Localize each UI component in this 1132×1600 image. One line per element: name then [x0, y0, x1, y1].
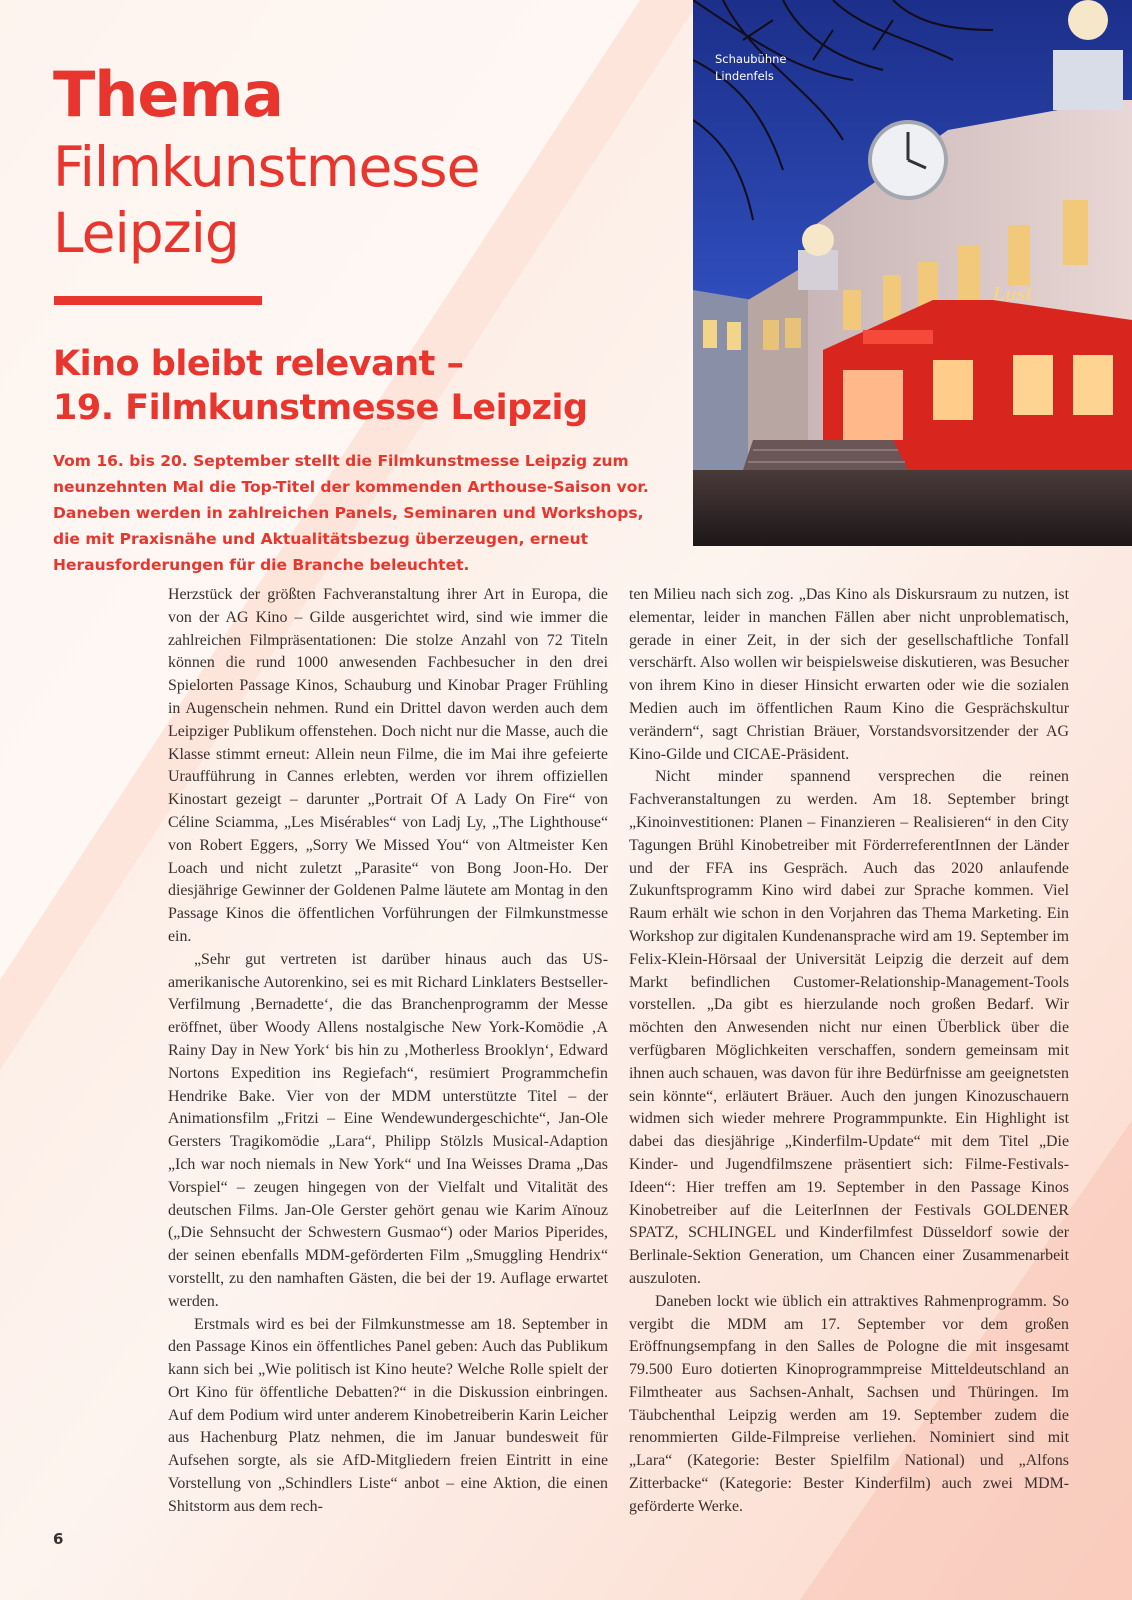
page-number: 6: [53, 1530, 64, 1548]
body-paragraph: Erstmals wird es bei der Filmkunstmesse am 18. September in den Passage Kinos ein öffentliches Panel geben: Auch das Publikum kann sich bei „Wie politisch ist Kino heute? Welche Rolle spielt der Ort Kino für öffentliche Debatten?“ in die Diskussion einbringen. Auf dem Podium wird unter anderem Kinobetreiberin Karin Leicher aus Hachenburg Platz nehmen, die im Januar bundesweit für Aufsehen sorgte, als sie AfD-Mitgliedern freien Eintritt in eine Vorstellung von „Schindlers Liste“ anbot – eine Aktion, die einen Shitstorm aus dem rech-: [168, 1315, 608, 1515]
article-lead: Vom 16. bis 20. September stellt die Filmkunstmesse Leipzig zum neunzehnten Mal die Top-Titel der kommenden Arthouse-Saison vor. Daneben werden in zahlreichen Panels, Seminaren und Workshops, die mit Praxisnähe und Aktualitätsbezug überzeugen, erneut Herausforderungen für die Branche beleuchtet.: [53, 452, 649, 574]
section-title: [53, 134, 479, 266]
photo-caption: [715, 51, 787, 85]
body-paragraph: ten Milieu nach sich zog. „Das Kino als Diskursraum zu nutzen, ist elementar, leider in manchen Fällen aber nicht unproblematisch, gerade in einer Zeit, in der sich der gesellschaftliche Tonfall verschärft. Also wollen wir beispielsweise diskutieren, was Besucher von ihrem Kino in dieser Hinsicht erwarten oder wie die sozialen Medien auch im öffentlichen Raum Kino die Gesprächskultur verändern“, sagt Christian Bräuer, Vorstandsvorsitzender der AG Kino-Gilde und CICAE-Präsident.: [629, 586, 1069, 763]
body-paragraph: Herzstück der größten Fachveranstaltung ihrer Art in Europa, die von der AG Kino – Gilde ausgerichtet wird, sind wie immer die zahlreichen Filmpräsentationen: Die stolze Anzahl von 72 Titeln können die rund 1000 anwesenden Fachbesucher in den drei Spielorten Passage Kinos, Schauburg und Kinobar Prager Frühling in Augenschein nehmen. Rund ein Drittel davon werden auch dem Leipziger Publikum offenstehen. Doch nicht nur die Masse, auch die Klasse stimmt erneut: Allein neun Filme, die im Mai ihre gefeierte Uraufführung in Cannes erlebten, werden vor ihrem offiziellen Kinostart gezeigt – darunter „Portrait Of A Lady On Fire“ von Céline Sciamma, „Les Misérables“ von Ladj Ly, „The Lighthouse“ von Robert Eggers, „Sorry We Missed You“ von Altmeister Ken Loach und nicht zuletzt „Parasite“ von Bong Joon-Ho. Der diesjährige Gewinner der Goldenen Palme läutete am Montag in den Passage Kinos die öffentlichen Vorführungen der Filmkunstmesse ein.: [168, 586, 608, 945]
body-paragraph: Nicht minder spannend versprechen die reinen Fachveranstaltungen zu werden. Am 18. September bringt „Kinoinvestitionen: Planen – Finanzieren – Realisieren“ in den City Tagungen Brühl Kinobetreiber mit FörderreferentInnen der Länder und der FFA ins Gespräch. Auch das 2020 anlaufende Zukunftsprogramm Kino wird dabei zur Sprache kommen. Viel Raum erhält wie schon in den Vorjahren das Thema Marketing. Ein Workshop zur digitalen Kundenansprache wird am 19. September im Felix-Klein-Hörsaal der Universität Leipzig die derzeit auf dem Markt befindlichen Customer-Relationship-Management-Tools vorstellen. „Da gibt es hierzulande noch großen Bedarf. Wir möchten den Anwesenden nicht nur einen Überblick über die verfügbaren Möglichkeiten verschaffen, sondern gemeinsam mit ihnen auch schauen, was davon für ihre Bedürfnisse am geeignetsten sein könnte“, erläutert Bräuer. Auch den jungen Kinozuschauern widmen sich wieder mehrere Programmpunkte. Ein Highlight ist dabei das diesjährige „Kinderfilm-Update“ mit dem Titel „Die Kinder- und Jugendfilmszene präsentiert sich: Filme-Festivals-Ideen“: Hier treffen am 19. September in den Passage Kinos Kinobetreiber auf die LeiterInnen der Festivals GOLDENER SPATZ, SCHLINGEL und Kinderfilmfest Düsseldorf sowie der Berlinale-Sektion Generation, um Chancen einer Zusammenarbeit auszuloten.: [629, 768, 1069, 1287]
body-column-left: [168, 584, 608, 1524]
body-paragraph: Daneben lockt wie üblich ein attraktives Rahmenprogramm. So vergibt die MDM am 17. September vor dem großen Eröffnungsempfang in den Salles de Pologne die mit insgesamt 79.500 Euro dotierten Kinoprogrammpreise Mitteldeutschland an Filmtheater aus Sachsen-Anhalt, Sachsen und Thüringen. Im Täubchenthal Leipzig werden am 19. September zudem die renommierten Gilde-Filmpreise verliehen. Nominiert sind mit „Lara“ (Kategorie: Bester Spielfilm National) und „Alfons Zitterbacke“ (Kategorie: Bester Kinderfilm) auch zwei MDM-geförderte Werke.: [629, 1292, 1069, 1515]
section-title-line: Filmkunstmesse: [53, 135, 480, 199]
photo-caption-line: Schaubühne: [715, 52, 787, 66]
section-kicker: Thema: [53, 58, 283, 131]
article-headline-line: Kino bleibt relevant –: [53, 344, 464, 384]
article-headline-line: 19. Filmkunstmesse Leipzig: [53, 388, 588, 428]
title-rule: [54, 296, 262, 305]
section-title-line: Leipzig: [53, 201, 239, 265]
photo-caption-line: Lindenfels: [715, 69, 774, 83]
body-paragraph: „Sehr gut vertreten ist darüber hinaus auch das US-amerikanische Autorenkino, sei es mit Richard Linklaters Bestseller-Verfilmung ‚Bernadette‘, die das Branchenprogramm der Messe eröffnet, über Woody Allens nostalgische New York-Komödie ‚A Rainy Day in New York‘ bis hin zu ‚Motherless Brooklyn‘, Edward Nortons Expedition ins Regiefach“, resümiert Programmchefin Hendrike Bake. Vier von der MDM unterstützte Titel – der Animationsfilm „Fritzi – Eine Wendewundergeschichte“, Jan-Ole Gersters Tragikomödie „Lara“, Philipp Stölzls Musical-Adaption „Ich war noch niemals in New York“ und Ina Weisses Drama „Das Vorspiel“ – zeugen hingegen von der Vielfalt und Vitalität des deutschen Films. Jan-Ole Gerster gehört genau wie Karim Aïnouz („Die Sehnsucht der Schwestern Gusmao“) oder Marios Piperides, der seinen ebenfalls MDM-geförderten Film „Smuggling Hendrix“ vorstellt, zu den namhaften Gästen, die bei der 19. Auflage erwartet werden.: [168, 950, 608, 1310]
neon-sign: Lust: [993, 284, 1034, 305]
article-headline: [53, 342, 588, 430]
body-column-right: [629, 584, 1069, 1524]
